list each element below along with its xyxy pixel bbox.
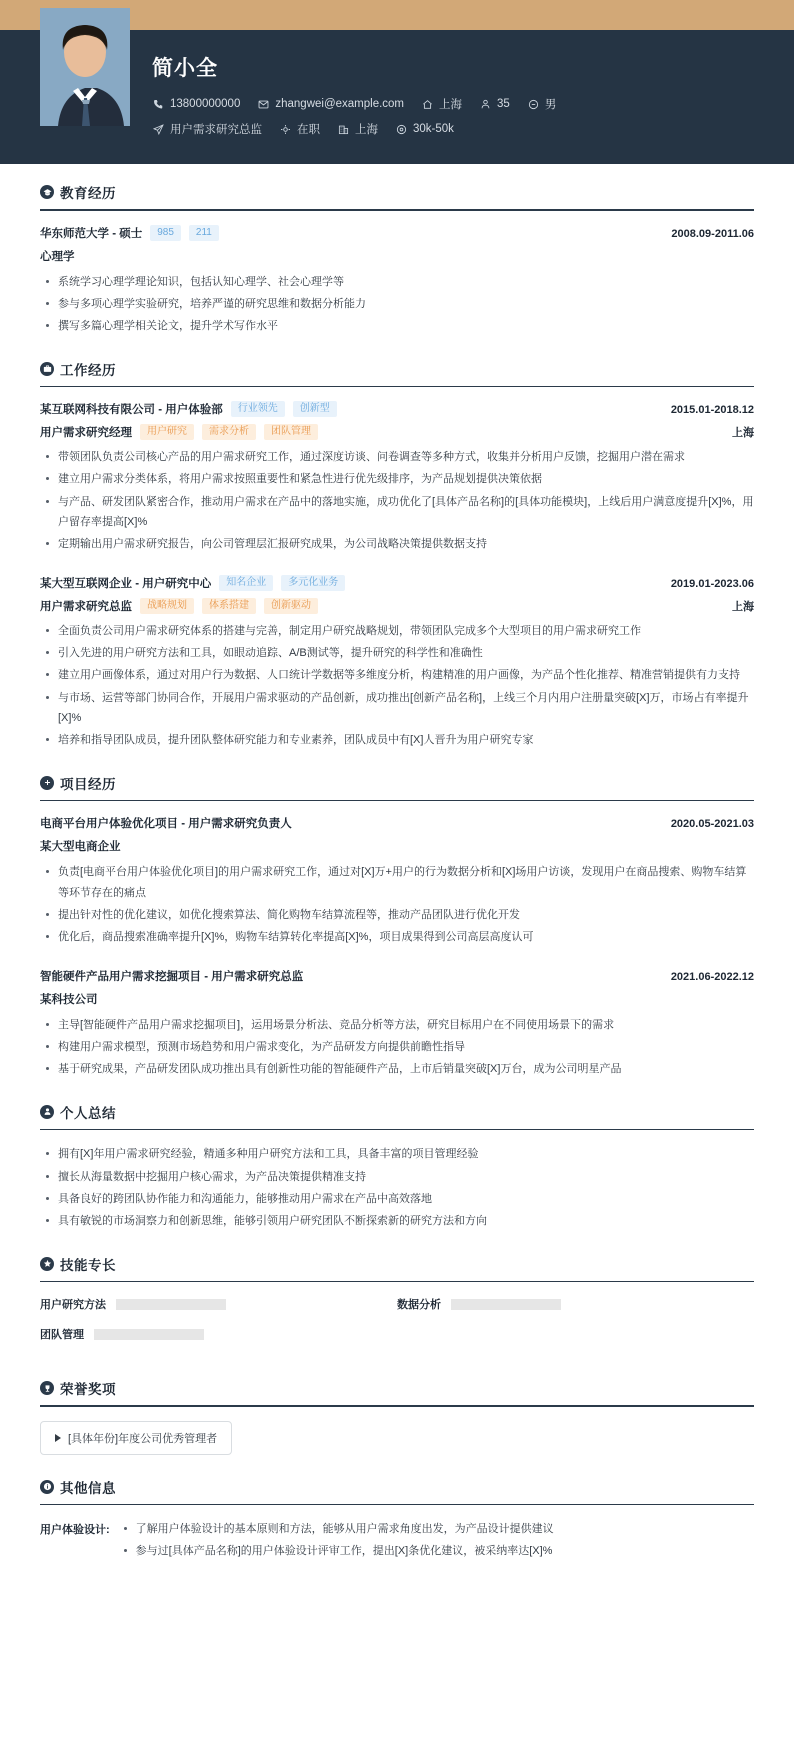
list-item: 基于研究成果，产品研发团队成功推出具有创新性功能的智能硬件产品，上市后销量突破[X]万台，成为公司明星产品 <box>40 1059 754 1079</box>
list-item: 拥有[X]年用户需求研究经验，精通多种用户研究方法和工具，具备丰富的项目管理经验 <box>40 1144 754 1164</box>
home-icon <box>421 98 434 111</box>
job-city <box>337 121 378 137</box>
list-item: 建立用户画像体系，通过对用户行为数据、人口统计学数据等多维度分析，构建精准的用户画像，为产品个性化推荐、精准营销提供有力支持 <box>40 665 754 685</box>
section-education-header <box>40 182 754 209</box>
resume-header <box>0 30 794 164</box>
contact-age-value: 35 <box>497 98 510 110</box>
skill-tag: 用户研究 <box>140 424 194 440</box>
job-salary <box>395 123 454 136</box>
contact-age <box>479 98 510 111</box>
list-item: 建立用户需求分类体系，将用户需求按照重要性和紧急性进行优先级排序，为产品规划提供决策依据 <box>40 469 754 489</box>
project-icon <box>40 776 54 790</box>
list-item: 优化后，商品搜索准确率提升[X]%，购物车结算转化率提高[X]%，项目成果得到公司高层高度认可 <box>40 927 754 947</box>
list-item: 全面负责公司用户需求研究体系的搭建与完善，制定用户研究战略规划，带领团队完成多个大型项目的用户需求研究工作 <box>40 621 754 641</box>
list-item: 定期输出用户需求研究报告，向公司管理层汇报研究成果，为公司战略决策提供数据支持 <box>40 534 754 554</box>
trophy-icon <box>40 1381 54 1395</box>
divider <box>40 386 754 388</box>
work-date: 2015.01-2018.12 <box>670 404 754 417</box>
skills-grid <box>40 1296 754 1356</box>
skill-progress-bar <box>94 1329 204 1340</box>
skill-label: 团队管理 <box>40 1329 84 1342</box>
entry-headline <box>40 225 754 241</box>
skill-tag: 战略规划 <box>140 598 194 614</box>
section-summary <box>40 1102 754 1232</box>
summary-bullets <box>40 1144 754 1231</box>
project-bullets <box>40 1015 754 1080</box>
work-entry <box>40 575 754 751</box>
project-date: 2021.06-2022.12 <box>670 970 754 983</box>
contact-row <box>152 96 573 112</box>
section-work <box>40 359 754 751</box>
section-projects-header <box>40 773 754 800</box>
info-icon <box>40 1480 54 1494</box>
list-item: 与市场、运营等部门协同合作，开展用户需求驱动的产品创新，成功推出[创新产品名称]，上线三个月内用户注册量突破[X]万，市场占有率提升[X]% <box>40 688 754 729</box>
page-title: 简小全 <box>152 57 218 80</box>
list-item: 培养和指导团队成员，提升团队整体研究能力和专业素养，团队成员中有[X]人晋升为用户研究专家 <box>40 730 754 750</box>
section-other-header <box>40 1477 754 1504</box>
entry-headline <box>40 815 754 831</box>
work-bullets <box>40 447 754 555</box>
section-projects <box>40 773 754 1080</box>
list-item: 具备良好的跨团队协作能力和沟通能力，能够推动用户需求在产品中高效落地 <box>40 1189 754 1209</box>
skill-item <box>40 1326 397 1342</box>
divider <box>40 1129 754 1131</box>
list-item: 构建用户需求模型，预测市场趋势和用户需求变化，为产品研发方向提供前瞻性指导 <box>40 1037 754 1057</box>
work-entry <box>40 401 754 555</box>
school-tag: 211 <box>189 225 219 241</box>
project-bullets <box>40 862 754 947</box>
company-tag: 知名企业 <box>219 575 273 591</box>
list-item: 系统学习心理学理论知识，包括认知心理学、社会心理学等 <box>40 272 754 292</box>
section-skills <box>40 1254 754 1357</box>
contact-email-value: zhangwei@example.com <box>275 98 405 110</box>
list-item: 擅长从海量数据中挖掘用户核心需求，为产品决策提供精准支持 <box>40 1167 754 1187</box>
list-item: 了解用户体验设计的基本原则和方法，能够从用户需求角度出发，为产品设计提供建议 <box>118 1519 754 1539</box>
section-projects-title: 项目经历 <box>60 776 116 792</box>
contact-email <box>257 98 404 111</box>
list-item: 负责[电商平台用户体验优化项目]的用户需求研究工作，通过对[X]万+用户的行为数据分析和[X]场用户访谈，发现用户在商品搜索、购物车结算等环节存在的痛点 <box>40 862 754 903</box>
skill-tag: 创新驱动 <box>264 598 318 614</box>
contact-city-value: 上海 <box>439 99 463 111</box>
project-company: 某科技公司 <box>40 993 98 1006</box>
section-awards-header <box>40 1378 754 1405</box>
company-name: 某大型互联网企业 - 用户研究中心 <box>40 577 212 590</box>
section-work-title: 工作经历 <box>60 362 116 378</box>
contact-city <box>421 96 462 112</box>
project-name: 智能硬件产品用户需求挖掘项目 - 用户需求研究总监 <box>40 970 304 983</box>
entry-subline <box>40 598 754 614</box>
entry-headline <box>40 401 754 417</box>
other-info-label: 用户体验设计: <box>40 1524 110 1537</box>
award-item[interactable] <box>40 1421 232 1455</box>
major-name: 心理学 <box>40 250 75 263</box>
list-item: 引入先进的用户研究方法和工具，如眼动追踪、A/B测试等，提升研究的科学性和准确性 <box>40 643 754 663</box>
job-status <box>279 121 320 137</box>
job-salary-value: 30k-50k <box>413 123 454 135</box>
list-item: 参与过[具体产品名称]的用户体验设计评审工作，提出[X]条优化建议，被采纳率达[X]% <box>118 1541 754 1561</box>
list-item: 参与多项心理学实验研究，培养严谨的研究思维和数据分析能力 <box>40 294 754 314</box>
phone-icon <box>152 98 165 111</box>
skill-label: 用户研究方法 <box>40 1299 106 1312</box>
skill-label: 数据分析 <box>397 1299 441 1312</box>
work-location: 上海 <box>732 600 754 613</box>
divider <box>40 1281 754 1283</box>
education-date: 2008.09-2011.06 <box>671 227 754 240</box>
avatar <box>40 8 130 126</box>
skill-progress-bar <box>451 1299 561 1310</box>
divider <box>40 1504 754 1506</box>
contact-gender-value: 男 <box>544 99 557 111</box>
list-item: 提出针对性的优化建议，如优化搜索算法、简化购物车结算流程等，推动产品团队进行优化开发 <box>40 905 754 925</box>
city-icon <box>337 123 350 136</box>
section-summary-header <box>40 1102 754 1129</box>
resume-body <box>0 164 794 1590</box>
company-tag: 行业领先 <box>231 401 285 417</box>
list-item: 与产品、研发团队紧密合作，推动用户需求在产品中的落地实施，成功优化了[具体产品名称]的[具体功能模块]，上线后用户满意度提升[X]%，用户留存率提高[X]% <box>40 492 754 533</box>
section-skills-title: 技能专长 <box>60 1257 116 1273</box>
skill-item <box>397 1296 754 1312</box>
list-item: 主导[智能硬件产品用户需求挖掘项目]，运用场景分析法、竞品分析等方法，研究目标用户在不同使用场景下的需求 <box>40 1015 754 1035</box>
user-icon <box>40 1105 54 1119</box>
list-item: 撰写多篇心理学相关论文，提升学术写作水平 <box>40 316 754 336</box>
contact-phone <box>152 98 240 111</box>
gender-icon <box>527 98 540 111</box>
briefcase-icon <box>40 362 54 376</box>
list-item: 具有敏锐的市场洞察力和创新思维，能够引领用户研究团队不断探索新的研究方法和方向 <box>40 1211 754 1231</box>
star-icon <box>40 1257 54 1271</box>
job-city-value: 上海 <box>355 124 378 136</box>
school-name: 华东师范大学 - 硕士 <box>40 227 143 240</box>
section-awards-title: 荣誉奖项 <box>60 1382 116 1398</box>
skill-tag: 体系搭建 <box>202 598 256 614</box>
contact-phone-value: 13800000000 <box>170 98 241 110</box>
skill-tag: 需求分析 <box>202 424 256 440</box>
skill-item <box>40 1296 397 1312</box>
entry-subline <box>40 424 754 440</box>
company-name: 某互联网科技有限公司 - 用户体验部 <box>40 404 223 417</box>
divider <box>40 1405 754 1407</box>
mail-icon <box>257 98 270 111</box>
job-title-value: 用户需求研究总监 <box>170 124 262 136</box>
divider <box>40 800 754 802</box>
section-education <box>40 182 754 337</box>
send-icon <box>152 123 165 136</box>
school-tag: 985 <box>150 225 181 241</box>
project-date: 2020.05-2021.03 <box>670 818 754 831</box>
section-work-header <box>40 359 754 386</box>
job-row <box>152 121 573 137</box>
section-other-title: 其他信息 <box>60 1480 116 1496</box>
section-education-title: 教育经历 <box>60 186 116 201</box>
project-company: 某大型电商企业 <box>40 841 121 854</box>
section-skills-header <box>40 1254 754 1281</box>
play-triangle-icon <box>55 1434 61 1442</box>
salary-icon <box>395 123 408 136</box>
company-tag: 创新型 <box>293 401 337 417</box>
section-awards <box>40 1378 754 1455</box>
education-bullets <box>40 272 754 337</box>
graduation-icon <box>40 185 54 199</box>
education-entry <box>40 225 754 337</box>
list-item: 带领团队负责公司核心产品的用户需求研究工作，通过深度访谈、问卷调查等多种方式，收集并分析用户反馈，挖掘用户潜在需求 <box>40 447 754 467</box>
status-icon <box>279 123 292 136</box>
other-info-row <box>40 1519 754 1564</box>
project-entry <box>40 815 754 947</box>
job-title <box>152 121 262 137</box>
job-role: 用户需求研究经理 <box>40 427 132 440</box>
project-name: 电商平台用户体验优化项目 - 用户需求研究负责人 <box>40 818 292 831</box>
other-bullets <box>118 1519 754 1564</box>
work-date: 2019.01-2023.06 <box>670 577 754 590</box>
section-summary-title: 个人总结 <box>60 1105 116 1121</box>
divider <box>40 209 754 211</box>
skill-progress-bar <box>116 1299 226 1310</box>
entry-headline <box>40 968 754 984</box>
person-icon <box>479 98 492 111</box>
project-entry <box>40 968 754 1080</box>
entry-headline <box>40 575 754 591</box>
company-tag: 多元化业务 <box>281 575 345 591</box>
job-status-value: 在职 <box>297 124 320 136</box>
skill-tag: 团队管理 <box>264 424 318 440</box>
section-other <box>40 1477 754 1564</box>
job-role: 用户需求研究总监 <box>40 600 132 613</box>
work-bullets <box>40 621 754 751</box>
work-location: 上海 <box>732 427 754 440</box>
contact-gender <box>527 96 557 112</box>
award-label: [具体年份]年度公司优秀管理者 <box>68 1432 218 1445</box>
